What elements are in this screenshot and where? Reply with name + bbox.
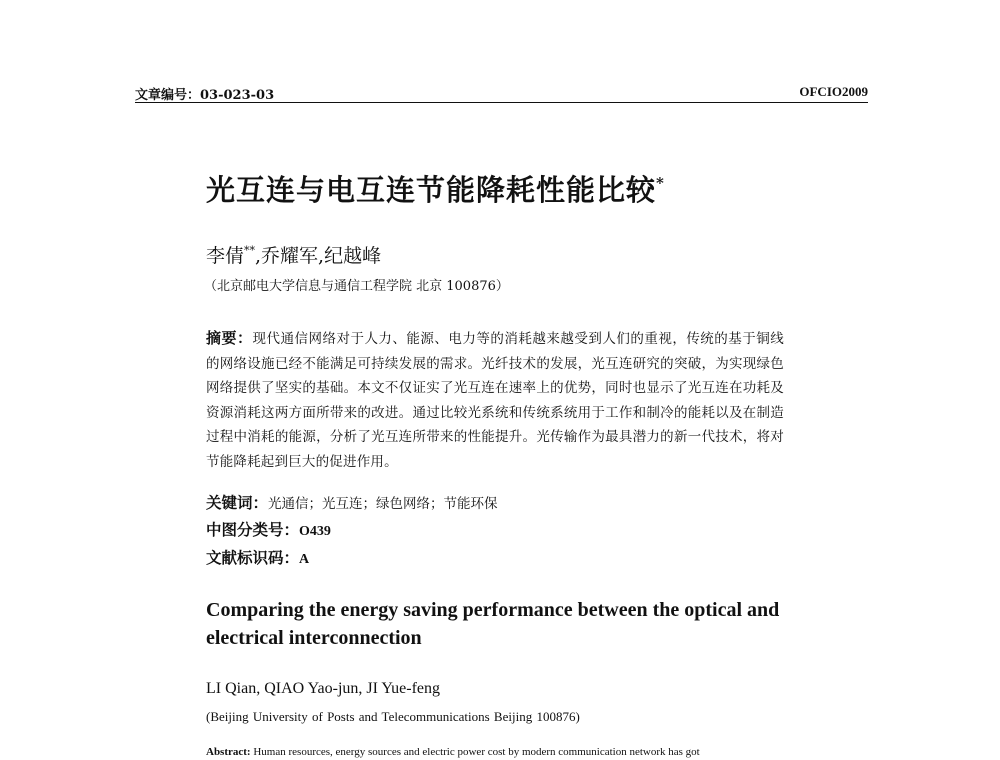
english-authors: LI Qian, QIAO Yao-jun, JI Yue-feng bbox=[206, 680, 441, 697]
english-affiliation: (Beijing University of Posts and Telecommunications Beijing 100876) bbox=[206, 709, 580, 724]
english-title: Comparing the energy saving performance between the optical and electrical interconnection bbox=[206, 599, 780, 649]
abstract-label: 摘要： bbox=[206, 329, 253, 347]
title-footnote-mark: * bbox=[656, 174, 665, 192]
keywords bbox=[206, 491, 498, 513]
classification-number bbox=[206, 518, 331, 540]
chinese-authors bbox=[206, 241, 381, 268]
first-author: 李倩 bbox=[206, 245, 245, 267]
keywords-label: 关键词： bbox=[206, 493, 269, 512]
article-number bbox=[135, 84, 274, 103]
chinese-abstract bbox=[206, 326, 784, 474]
english-abstract bbox=[206, 746, 796, 758]
abstract-text: 现代通信网络对于人力、能源、电力等的消耗越来越受到人们的重视，传统的基于铜线的网络设施已经不能满足可持续发展的需求。光纤技术的发展，光互连研究的突破，为实现绿色网络提供了坚实的基础。本文不仅证实了光互连在速率上的优势，同时也显示了光互连在功耗及资源消耗这两方面所带来的改进。通过比较光系统和传统系统用于工作和制冷的能耗以及在制造过程中消耗的能源，分析了光互连所带来的性能提升。光传输作为最具潜力的新一代技术，将对节能降耗起到巨大的促进作用。 bbox=[206, 331, 784, 470]
chinese-title bbox=[206, 168, 665, 209]
article-number-label: 文章编号： bbox=[135, 88, 201, 103]
author-footnote-mark: ** bbox=[244, 244, 256, 257]
other-authors: ,乔耀军,纪越峰 bbox=[255, 245, 382, 267]
header-rule bbox=[135, 102, 868, 103]
keywords-value: 光通信；光互连；绿色网络；节能环保 bbox=[268, 496, 498, 512]
english-abstract-text: Human resources, energy sources and electric power cost by modern communication network has got bbox=[253, 746, 700, 758]
classification-label: 中图分类号： bbox=[206, 520, 300, 539]
document-code-value: A bbox=[299, 552, 310, 567]
english-abstract-label: Abstract: bbox=[206, 746, 251, 758]
document-code-label: 文献标识码： bbox=[206, 548, 300, 567]
chinese-affiliation: （北京邮电大学信息与通信工程学院 北京 100876） bbox=[204, 279, 509, 294]
conference-code: OFCIO2009 bbox=[799, 84, 868, 99]
document-code bbox=[206, 546, 309, 568]
classification-value: O439 bbox=[299, 524, 331, 539]
chinese-title-text: 光互连与电互连节能降耗性能比较 bbox=[206, 173, 657, 207]
article-number-value: 03-023-03 bbox=[200, 88, 275, 103]
